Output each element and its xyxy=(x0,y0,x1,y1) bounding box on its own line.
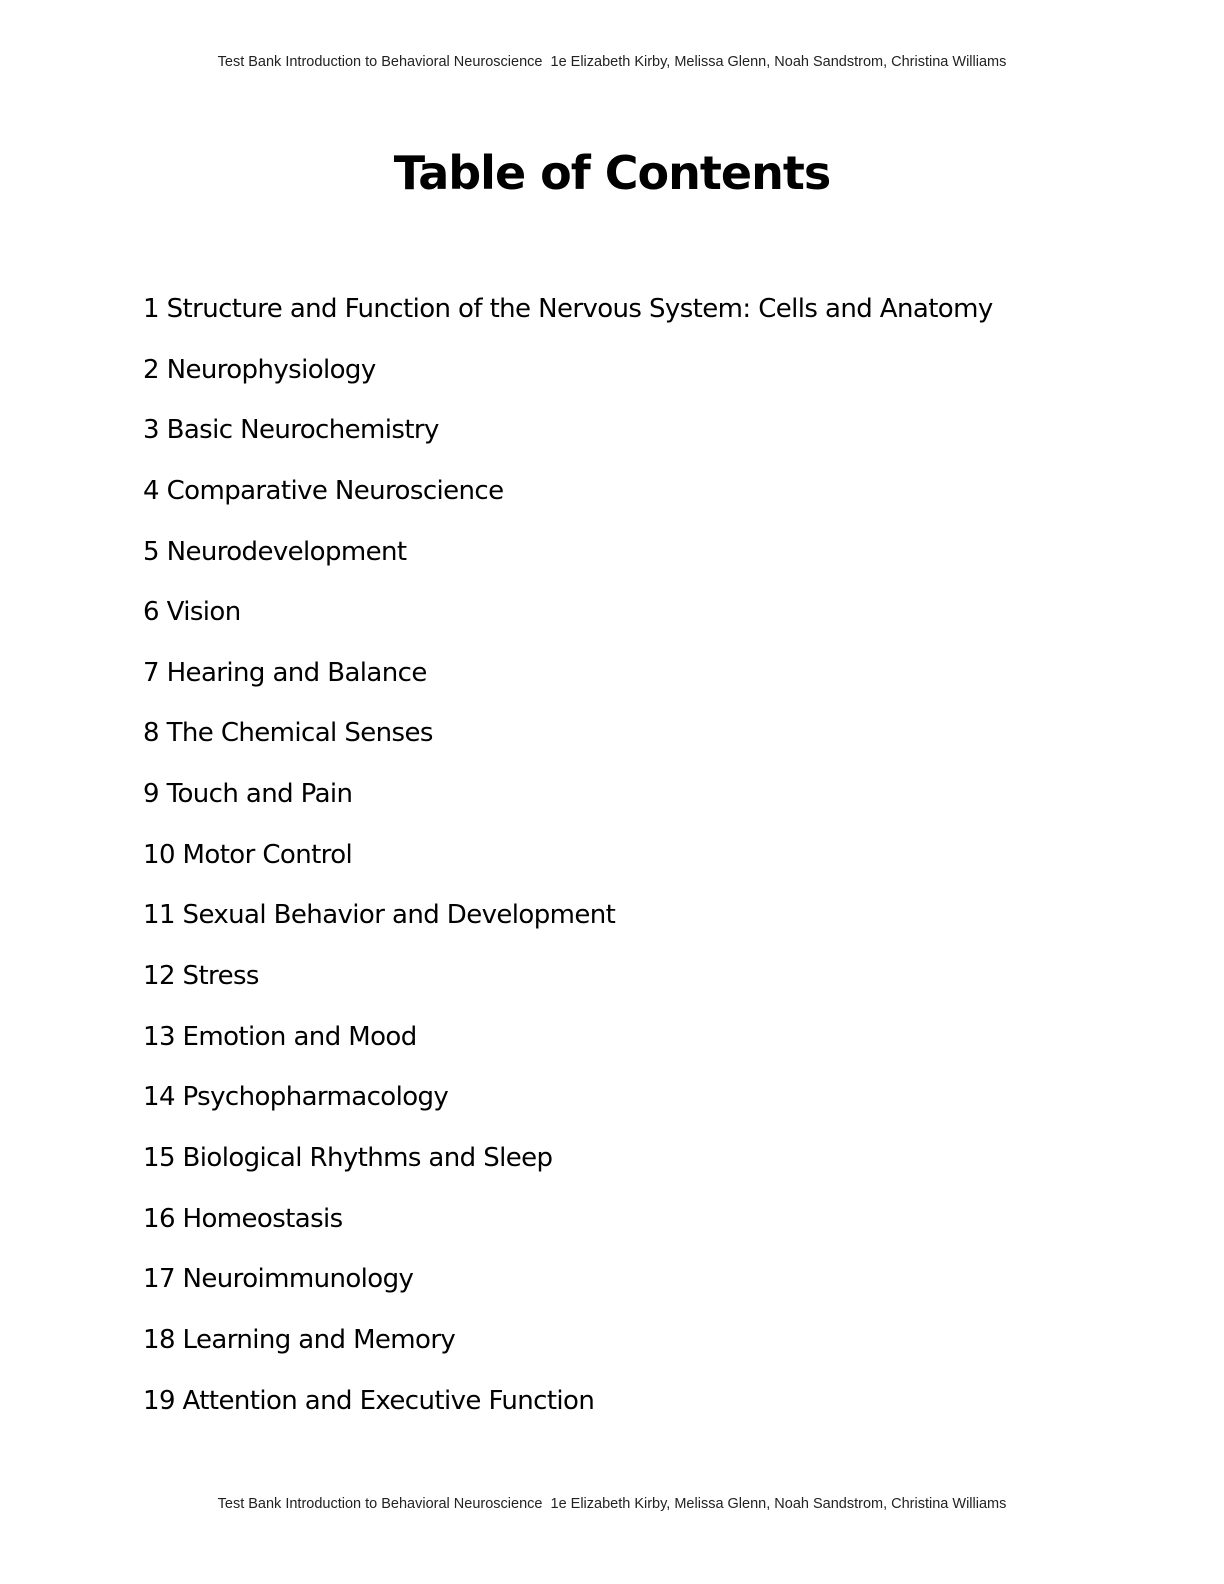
toc-entry-14: 14 Psychopharmacology xyxy=(143,1082,449,1113)
toc-entry-5: 5 Neurodevelopment xyxy=(143,536,407,567)
toc-entry-19: 19 Attention and Executive Function xyxy=(143,1385,595,1416)
toc-entry-2: 2 Neurophysiology xyxy=(143,354,376,385)
toc-entry-17: 17 Neuroimmunology xyxy=(143,1264,414,1295)
toc-entry-18: 18 Learning and Memory xyxy=(143,1324,456,1355)
page-title: Table of Contents xyxy=(393,146,831,200)
page-footer: Test Bank Introduction to Behavioral Neuroscience 1e Elizabeth Kirby, Melissa Glenn, Noah Sandstrom, Christina Williams xyxy=(217,1496,1007,1512)
toc-entry-9: 9 Touch and Pain xyxy=(143,779,353,810)
toc-entry-1: 1 Structure and Function of the Nervous System: Cells and Anatomy xyxy=(143,294,993,324)
toc-entry-3: 3 Basic Neurochemistry xyxy=(143,415,439,446)
toc-entry-4: 4 Comparative Neuroscience xyxy=(143,475,504,506)
toc-entry-15: 15 Biological Rhythms and Sleep xyxy=(143,1142,553,1173)
toc-entry-8: 8 The Chemical Senses xyxy=(143,718,433,749)
table-of-contents xyxy=(143,288,993,1440)
toc-entry-13: 13 Emotion and Mood xyxy=(143,1021,417,1052)
toc-entry-6: 6 Vision xyxy=(143,597,241,628)
toc-entry-7: 7 Hearing and Balance xyxy=(143,657,427,688)
toc-entry-16: 16 Homeostasis xyxy=(143,1203,343,1234)
page-header: Test Bank Introduction to Behavioral Neuroscience 1e Elizabeth Kirby, Melissa Glenn, Noah Sandstrom, Christina Williams xyxy=(217,54,1007,70)
toc-entry-12: 12 Stress xyxy=(143,961,259,992)
toc-entry-10: 10 Motor Control xyxy=(143,839,353,870)
toc-entry-11: 11 Sexual Behavior and Development xyxy=(143,900,616,931)
